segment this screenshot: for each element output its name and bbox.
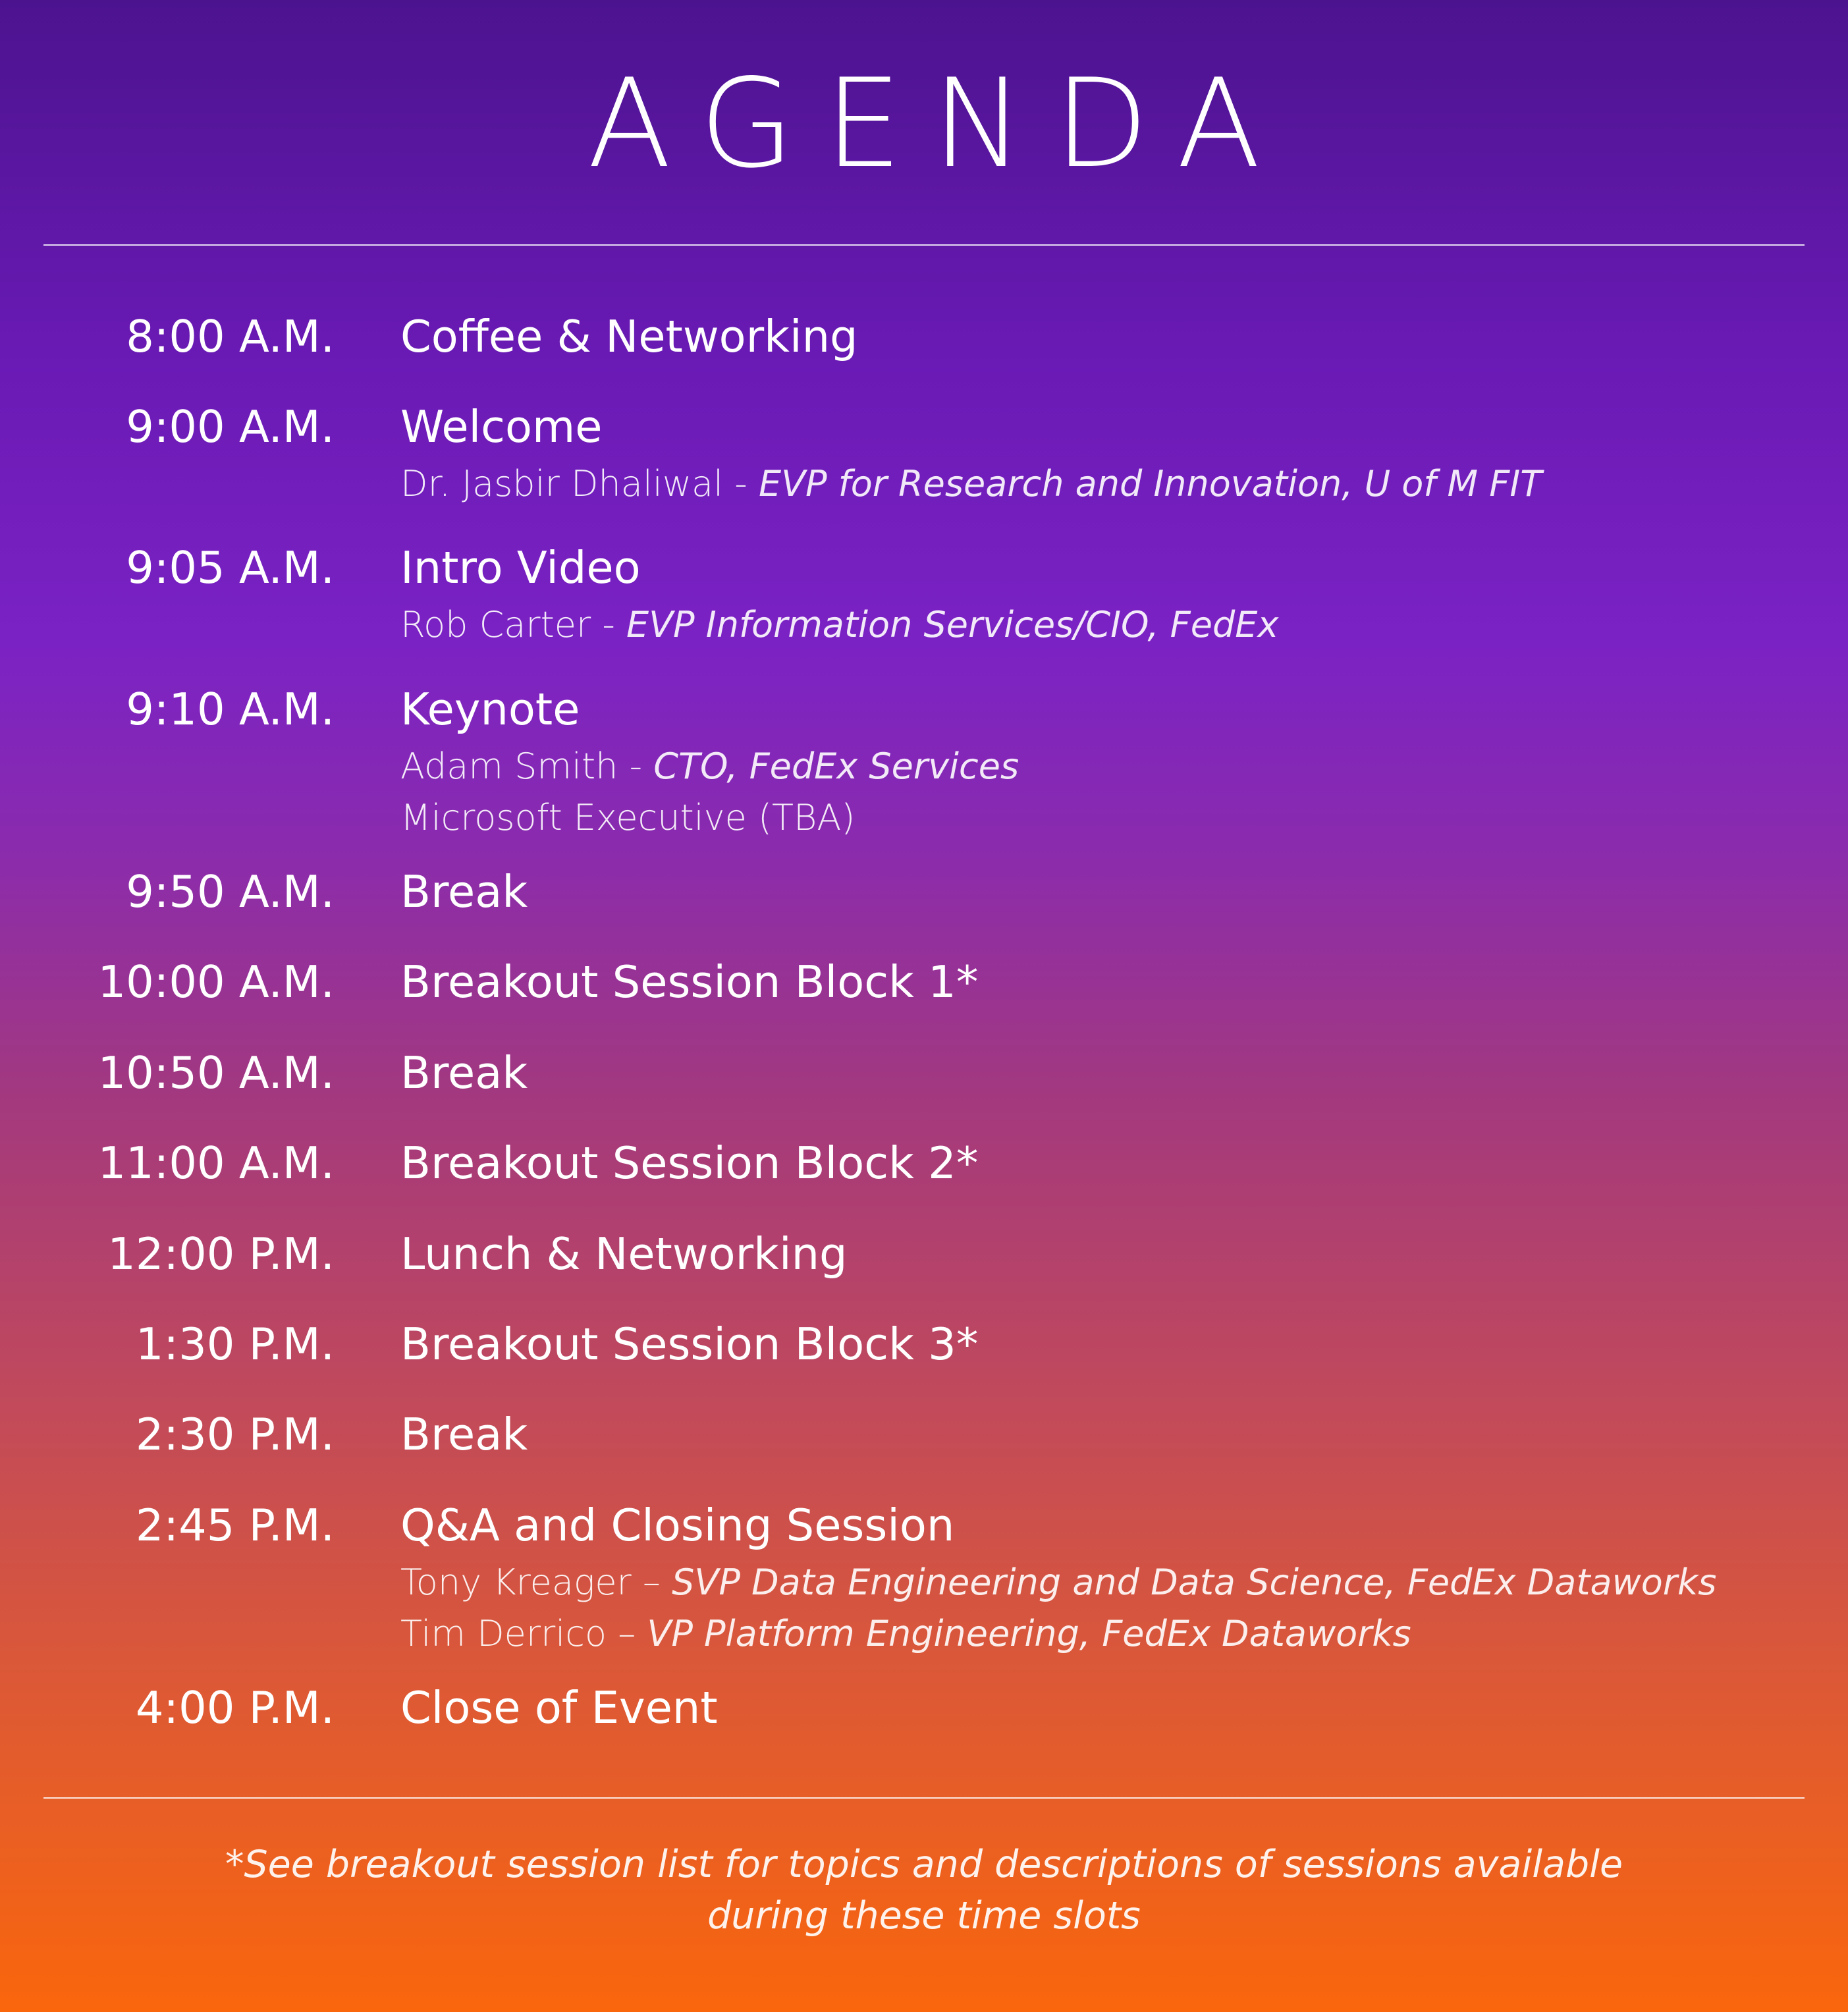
agenda-session: Breakout Session Block 3* <box>400 1319 979 1370</box>
footnote-line-2: during these time slots <box>707 1894 1141 1938</box>
agenda-time: 8:00 A.M. <box>126 311 335 362</box>
speaker-separator: - <box>723 463 759 504</box>
speaker-role: CTO, FedEx Services <box>653 746 1019 787</box>
footnote-line-1: *See breakout session list for topics and descriptions of sessions available <box>225 1843 1623 1886</box>
agenda-session: Intro Video <box>400 542 641 593</box>
agenda-time: 2:30 P.M. <box>135 1409 335 1460</box>
speaker-separator: - <box>618 746 654 787</box>
agenda-session: Breakout Session Block 2* <box>400 1137 979 1189</box>
agenda-session: Breakout Session Block 1* <box>400 956 979 1008</box>
agenda-time: 12:00 P.M. <box>107 1228 335 1280</box>
agenda-time: 11:00 A.M. <box>97 1137 335 1189</box>
agenda-time: 10:50 A.M. <box>97 1047 335 1099</box>
agenda-session: Keynote <box>400 684 580 735</box>
speaker-line <box>400 792 1797 844</box>
agenda-title: AGENDA <box>587 52 1291 195</box>
speaker-line <box>400 1608 1797 1660</box>
speaker-role: EVP Information Services/CIO, FedEx <box>626 604 1279 645</box>
footnote <box>0 1839 1848 1942</box>
speaker-name: Dr. Jasbir Dhaliwal <box>400 463 724 504</box>
speaker-line <box>400 1557 1797 1608</box>
agenda-session: Q&A and Closing Session <box>400 1500 955 1551</box>
speaker-separator: - <box>591 604 626 645</box>
agenda-session: Welcome <box>400 401 603 452</box>
speaker-name: Rob Carter <box>400 604 591 645</box>
speaker-name: Adam Smith <box>400 746 618 787</box>
bottom-divider <box>43 1797 1805 1799</box>
speaker-role: SVP Data Engineering and Data Science, FedEx Dataworks <box>672 1562 1717 1603</box>
agenda-time: 4:00 P.M. <box>135 1682 335 1733</box>
speaker-name: Microsoft Executive (TBA) <box>400 797 856 838</box>
agenda-time: 9:10 A.M. <box>126 684 335 735</box>
speaker-line <box>400 741 1797 792</box>
agenda-time: 9:05 A.M. <box>126 542 335 593</box>
agenda-time: 9:00 A.M. <box>126 401 335 452</box>
agenda-time: 1:30 P.M. <box>135 1319 335 1370</box>
agenda-session: Close of Event <box>400 1682 718 1733</box>
speaker-name: Tim Derrico <box>400 1613 607 1654</box>
agenda-time: 10:00 A.M. <box>97 956 335 1008</box>
speaker-name: Tony Kreager <box>400 1562 632 1603</box>
speaker-role: VP Platform Engineering, FedEx Dataworks <box>647 1613 1411 1654</box>
agenda-session: Coffee & Networking <box>400 311 858 362</box>
agenda-session: Break <box>400 866 528 917</box>
agenda-session: Break <box>400 1409 528 1460</box>
agenda-time: 9:50 A.M. <box>126 866 335 917</box>
speaker-line <box>400 458 1797 510</box>
agenda-session: Break <box>400 1047 528 1099</box>
speaker-role: EVP for Research and Innovation, U of M FIT <box>758 463 1542 504</box>
agenda-session: Lunch & Networking <box>400 1228 848 1280</box>
agenda-time: 2:45 P.M. <box>135 1500 335 1551</box>
speaker-separator: – <box>631 1562 672 1603</box>
speaker-separator: – <box>607 1613 647 1654</box>
speaker-line <box>400 599 1797 651</box>
